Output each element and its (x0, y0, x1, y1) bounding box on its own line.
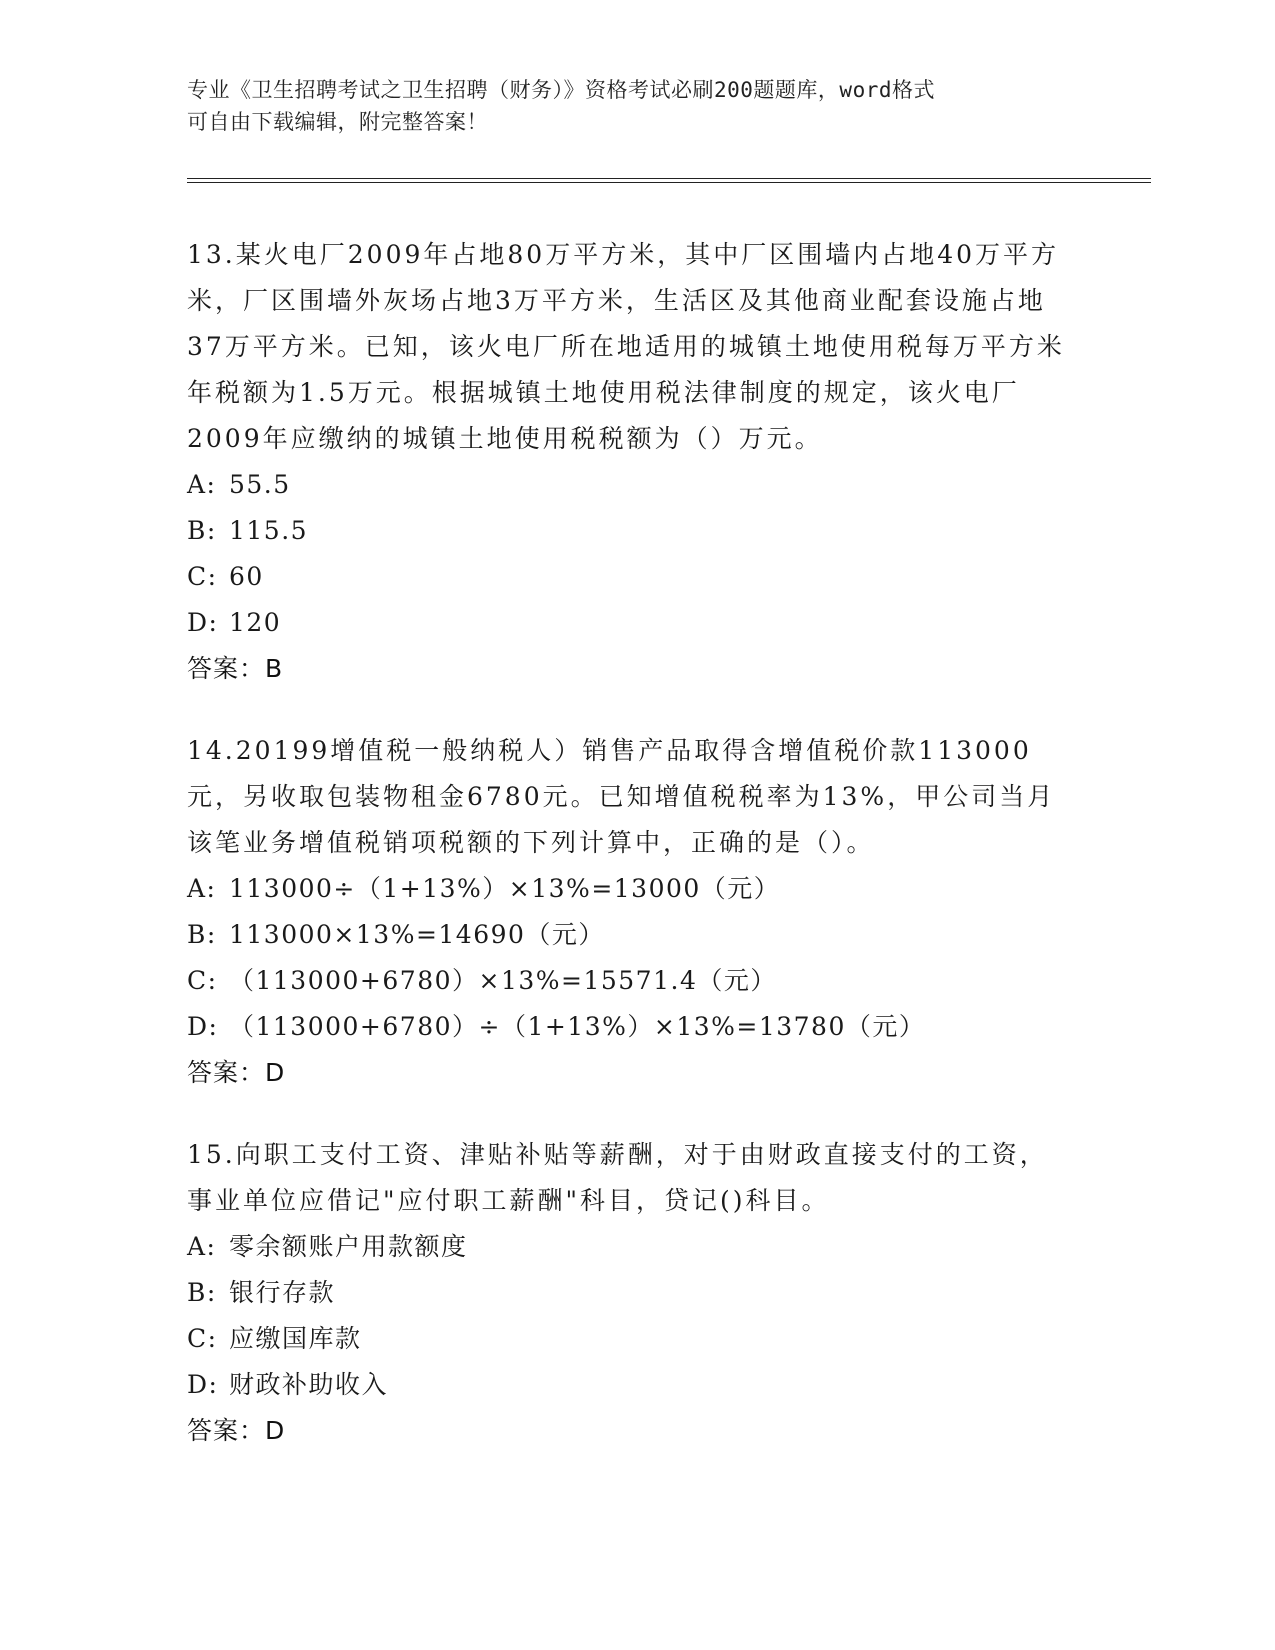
question-stem: 13.某火电厂2009年占地80万平方米，其中厂区围墙内占地40万平方米，厂区围墙外灰场占地3万平方米，生活区及其他商业配套设施占地37万平方米。已知，该火电厂所在地适用的城镇土地使用税每万平方米年税额为1.5万元。根据城镇土地使用税法律制度的规定，该火电厂2009年应缴纳的城镇土地使用税税额为（）万元。 (187, 240, 1065, 453)
option-text: 应缴国库款 (229, 1324, 362, 1353)
option-text: 120 (229, 608, 282, 637)
option-text: （113000+6780）×13%=15571.4（元） (229, 966, 777, 995)
answer-line: 答案：B (187, 654, 284, 683)
option-letter: B: (187, 1278, 217, 1307)
option-text: 银行存款 (229, 1278, 336, 1307)
question-15 (187, 1132, 1067, 1454)
option-a (187, 866, 1067, 912)
option-b (187, 912, 1067, 958)
header-divider-top (187, 178, 1151, 179)
option-text: 55.5 (229, 470, 291, 499)
answer-line: 答案：D (187, 1058, 286, 1087)
option-letter: D: (187, 1012, 219, 1041)
option-letter: B: (187, 920, 217, 949)
option-c (187, 1316, 1067, 1362)
header-line-1: 专业《卫生招聘考试之卫生招聘（财务）》资格考试必刷200题题库，word格式 (187, 78, 935, 102)
option-letter: C: (187, 1324, 218, 1353)
option-b (187, 508, 1067, 554)
document-header (187, 74, 1067, 138)
answer-line: 答案：D (187, 1416, 286, 1445)
option-text: 财政补助收入 (229, 1370, 389, 1399)
question-13 (187, 232, 1067, 692)
option-a (187, 462, 1067, 508)
option-letter: D: (187, 608, 219, 637)
header-divider-bottom (187, 182, 1151, 183)
option-letter: D: (187, 1370, 219, 1399)
option-d (187, 1004, 1067, 1050)
option-d (187, 1362, 1067, 1408)
option-text: 113000×13%=14690（元） (229, 920, 605, 949)
option-c (187, 958, 1067, 1004)
option-a (187, 1224, 1067, 1270)
question-stem: 14.20199增值税一般纳税人）销售产品取得含增值税价款113000元，另收取包装物租金6780元。已知增值税税率为13%，甲公司当月该笔业务增值税销项税额的下列计算中，正确的是（）。 (187, 736, 1056, 857)
option-text: （113000+6780）÷（1+13%）×13%=13780（元） (229, 1012, 926, 1041)
option-letter: C: (187, 966, 218, 995)
option-letter: A: (187, 1232, 217, 1261)
header-line-2: 可自由下载编辑，附完整答案！ (187, 110, 488, 134)
option-b (187, 1270, 1067, 1316)
option-letter: C: (187, 562, 218, 591)
option-text: 零余额账户用款额度 (229, 1232, 468, 1261)
question-stem: 15.向职工支付工资、津贴补贴等薪酬，对于由财政直接支付的工资，事业单位应借记"应付职工薪酬"科目，贷记()科目。 (187, 1140, 1048, 1215)
option-d (187, 600, 1067, 646)
option-letter: A: (187, 470, 217, 499)
option-text: 60 (229, 562, 264, 591)
option-letter: B: (187, 516, 217, 545)
option-text: 115.5 (229, 516, 309, 545)
option-c (187, 554, 1067, 600)
option-text: 113000÷（1+13%）×13%=13000（元） (229, 874, 781, 903)
option-letter: A: (187, 874, 217, 903)
question-14 (187, 728, 1067, 1096)
